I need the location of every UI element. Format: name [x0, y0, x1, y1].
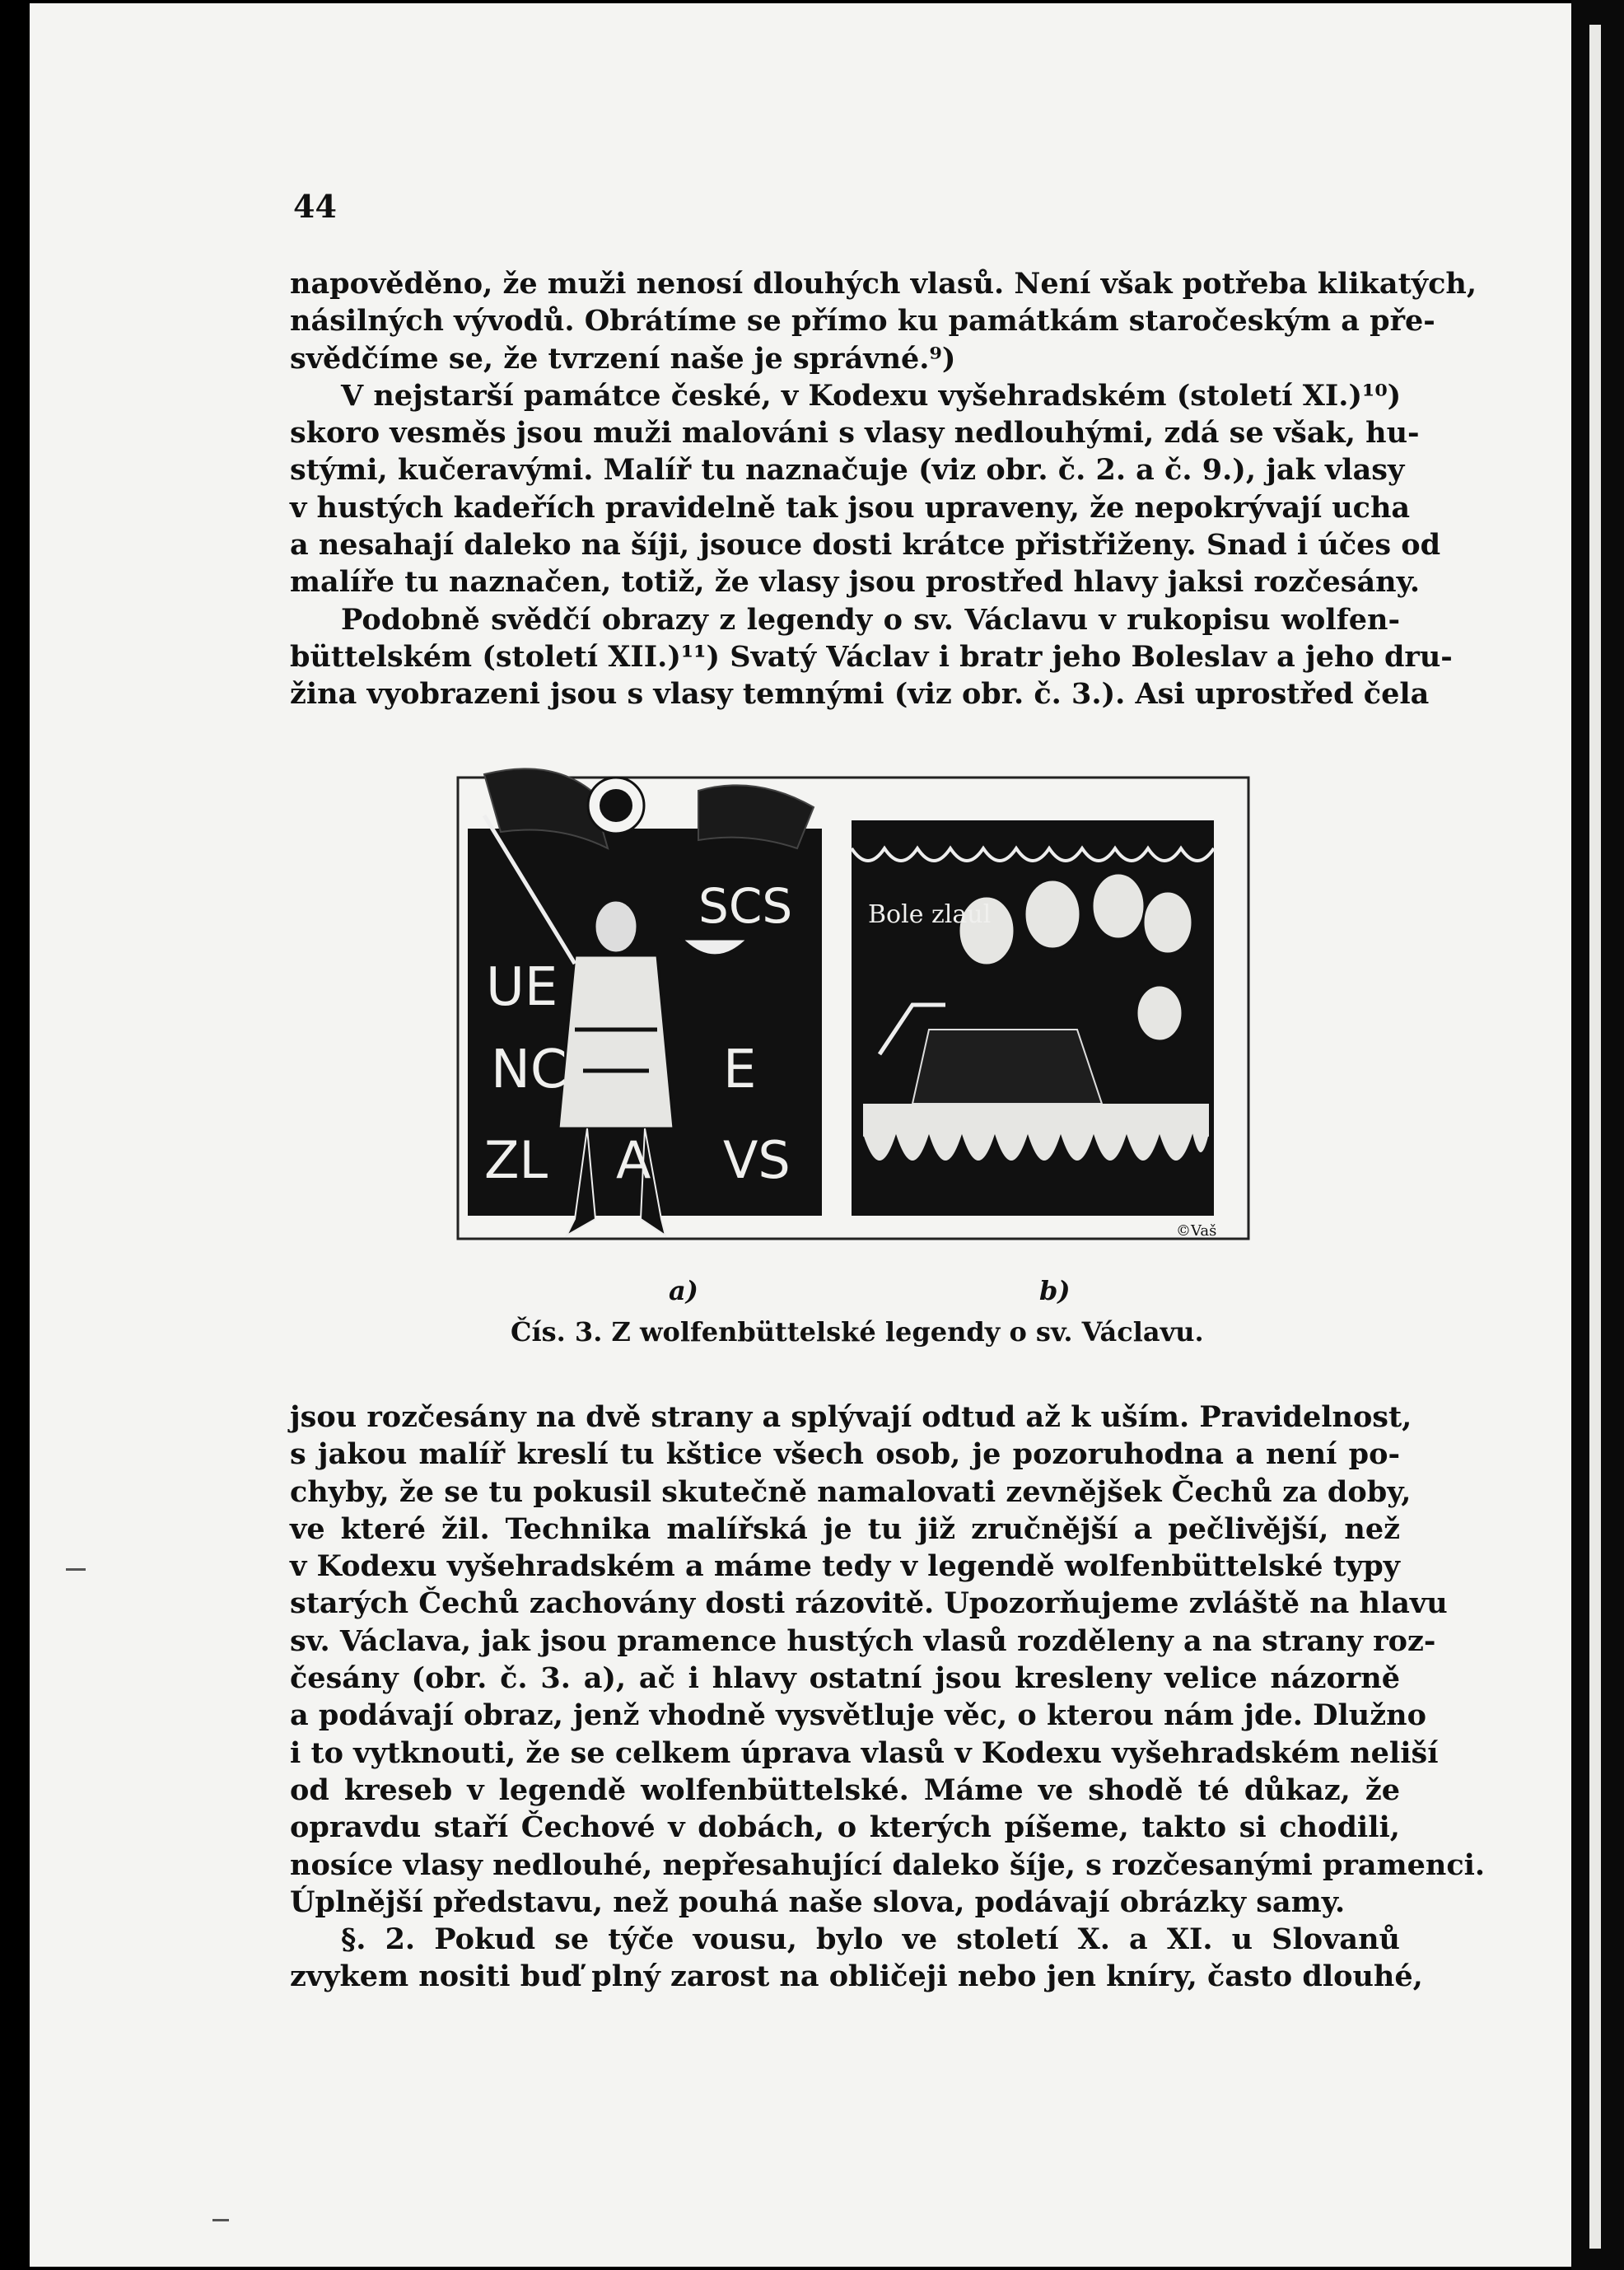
text-line: od kreseb v legendě wolfenbüttelské. Máme ve shodě té důkaz, že	[290, 1773, 1400, 1807]
artist-signature: ©Vaš	[1176, 1222, 1217, 1240]
scan-border	[1571, 0, 1624, 2270]
text-line: malíře tu naznačen, totiž, že vlasy jsou prostřed hlavy jaksi rozčesány.	[290, 565, 1421, 600]
next-page-edge	[1589, 25, 1601, 2249]
figure-label-a: a)	[669, 1275, 698, 1306]
text-line: i to vytknouti, že se celkem úprava vlasů v Kodexu vyšehradském neliší	[290, 1735, 1439, 1770]
text-line: Úplnější představu, než pouhá naše slova, podávají obrázky samy.	[290, 1885, 1346, 1919]
text-line: česány (obr. č. 3. a), ač i hlavy ostatní jsou kresleny velice názorně	[290, 1661, 1400, 1696]
text-line: büttelském (století XII.)¹¹) Svatý Václav i bratr jeho Boleslav a jeho dru-	[290, 639, 1453, 674]
text-line: svědčíme se, že tvrzení naše je správné.⁹)	[290, 341, 956, 376]
letters-a: A	[616, 1130, 651, 1190]
letters-bolezlaul: Bole zlaul	[868, 900, 992, 929]
text-line: stými, kučeravými. Malíř tu naznačuje (viz obr. č. 2. a č. 9.), jak vlasy	[290, 453, 1405, 488]
letters-ue: UE	[486, 957, 558, 1018]
text-line: jsou rozčesány na dvě strany a splývají odtud až k uším. Pravidelnost,	[290, 1400, 1412, 1434]
margin-mark	[212, 2219, 229, 2221]
letters-e: E	[723, 1039, 757, 1100]
text-line: napověděno, že muži nenosí dlouhých vlasů. Není však potřeba klikatých,	[290, 267, 1477, 301]
text-line: v hustých kadeřích pravidelně tak jsou upraveny, že nepokrývají ucha	[290, 490, 1411, 525]
text-line: žina vyobrazeni jsou s vlasy temnými (viz obr. č. 3.). Asi uprostřed čela	[290, 677, 1430, 712]
text-line: skoro vesměs jsou muži malováni s vlasy nedlouhými, zdá se však, hu-	[290, 416, 1420, 451]
text-line: chyby, že se tu pokusil skutečně namalovati zevnějšek Čechů za doby,	[290, 1474, 1412, 1509]
letters-scs: SCS	[698, 878, 793, 934]
letters-vs: VS	[723, 1130, 791, 1190]
text-line: zvykem nositi buď plný zarost na obličeji nebo jen kníry, často dlouhé,	[290, 1959, 1423, 1994]
text-line: V nejstarší památce české, v Kodexu vyšehradském (století XI.)¹⁰)	[341, 378, 1402, 413]
figure-3-illustration	[451, 758, 1255, 1252]
text-line: a podávají obraz, jenž vhodně vysvětluje věc, o kterou nám jde. Dlužno	[290, 1698, 1426, 1733]
figure-label-b: b)	[1039, 1275, 1071, 1306]
margin-mark	[66, 1568, 86, 1571]
text-block-top	[290, 265, 1477, 713]
page-number: 44	[293, 188, 337, 225]
illustration-b	[852, 820, 1214, 1216]
text-line: s jakou malíř kreslí tu kštice všech osob, je pozoruhodna a není po-	[290, 1437, 1400, 1472]
figure-caption: Čís. 3. Z wolfenbüttelské legendy o sv. Václavu.	[511, 1316, 1204, 1348]
text-line: v Kodexu vyšehradském a máme tedy v legendě wolfenbüttelské typy	[290, 1549, 1400, 1584]
text-line: nosíce vlasy nedlouhé, nepřesahující daleko šíje, s rozčesanými pramenci.	[290, 1847, 1486, 1882]
letters-zl: ZL	[484, 1130, 548, 1190]
text-line: a nesahají daleko na šíji, jsouce dosti krátce přistřiženy. Snad i účes od	[290, 528, 1441, 563]
text-line: ve které žil. Technika malířská je tu již zručnější a pečlivější, než	[290, 1511, 1400, 1546]
text-line: opravdu staří Čechové v dobách, o kterých píšeme, takto si chodili,	[290, 1810, 1400, 1845]
text-line: Podobně svědčí obrazy z legendy o sv. Václavu v rukopisu wolfen-	[341, 602, 1400, 637]
text-line: starých Čechů zachovány dosti rázovitě. Upozorňujeme zvláště na hlavu	[290, 1586, 1448, 1621]
text-line: násilných vývodů. Obrátíme se přímo ku památkám staročeským a pře-	[290, 304, 1435, 339]
letters-nc: NC	[491, 1039, 567, 1100]
text-line: sv. Václava, jak jsou pramence hustých vlasů rozděleny a na strany roz-	[290, 1623, 1436, 1658]
text-line: §. 2. Pokud se týče vousu, bylo ve století X. a XI. u Slovanů	[341, 1922, 1400, 1957]
text-block-bottom	[290, 1399, 1486, 1996]
